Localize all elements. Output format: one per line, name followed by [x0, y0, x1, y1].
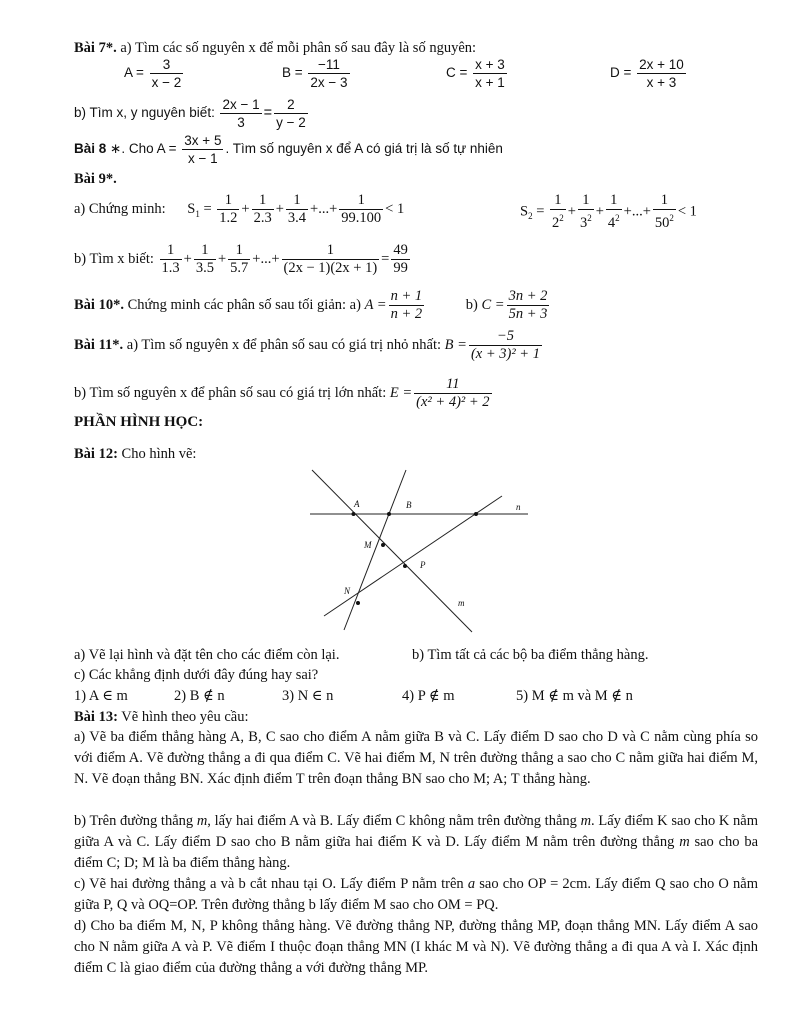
b9-term-num: 1 [194, 242, 216, 260]
exercise-9-part-a [74, 192, 404, 227]
statement-4: 4) P ∉ m [402, 688, 455, 704]
s2-term-den: 3 [579, 214, 588, 231]
exercise-11-E-name: E = [389, 384, 413, 401]
exercise-10-A-name: A = [364, 296, 387, 313]
eq-frac1-den: 3 [237, 115, 245, 130]
label-m: m [458, 598, 465, 608]
exercise-9-b-label: b) Tìm x biết: [74, 250, 154, 267]
exercise-11-B-name: B = [444, 336, 467, 353]
exercise-13-label: Bài 13: [74, 709, 118, 725]
exercise-8-label: Bài 8 [74, 141, 107, 157]
label-A: A [354, 499, 360, 509]
fraction-C [446, 56, 509, 91]
exercise-8 [74, 132, 503, 167]
statement-1: 1) A ∈ m [74, 688, 128, 704]
exercise-10-b-label: b) [465, 296, 478, 313]
s2-rhs: < 1 [677, 203, 697, 220]
exercise-11-E-num: 11 [414, 376, 491, 394]
exercise-13-b-text: sao cho ba điểm C; D; M là ba điểm thẳng hàng. [74, 833, 759, 871]
exercise-7-part-b-label: b) Tìm x, y nguyên biết: [74, 104, 215, 120]
exercise-8-intro: ∗. Cho A = [110, 141, 177, 157]
exercise-13-b-text: , lấy hai điểm A và B. Lấy điểm C không nằm trên đường thẳng [207, 813, 581, 829]
s1-term-num: 1 [339, 192, 383, 210]
fraction-A-name: A = [124, 65, 144, 81]
exercise-12-label: Bài 12: [74, 446, 118, 462]
fraction-C-name: C = [446, 65, 468, 81]
point-B [387, 512, 391, 516]
s2-sub: 2 [528, 211, 533, 222]
exercise-11-b-text: b) Tìm số nguyên x để phân số sau có giá trị lớn nhất: [74, 384, 387, 401]
geometry-figure [300, 466, 540, 636]
eq-frac2-den: y − 2 [276, 115, 306, 130]
exercise-13-b-text: b) Trên đường thẳng [74, 813, 197, 829]
exercise-10-C-den: 5n + 3 [508, 306, 548, 322]
exercise-10-A-num: n + 1 [390, 288, 423, 304]
s2-term-exp: 2 [559, 213, 564, 223]
exercise-13-heading [74, 708, 249, 726]
point-A [352, 512, 356, 516]
s2-term-den: 4 [607, 214, 616, 231]
b9-term-den: 1.3 [161, 260, 180, 276]
exercise-9-a-label: a) Chứng minh: [74, 200, 166, 217]
point-M [381, 543, 385, 547]
exercise-10-A-den: n + 2 [390, 306, 423, 322]
s1-term-den: 3.4 [287, 210, 307, 226]
fraction-C-den: x + 1 [475, 75, 505, 90]
s2-expression: $S_2$ = $\frac{1}{2^2}$ + $\frac{1}{3^2}$ + $\frac{1}{4^2}$ +...+ $\frac{1}{50^2}$ < 1 [520, 192, 697, 231]
exercise-9-part-b: b) Tìm x biết: $\frac{1}{1.3}$ + $\frac{1}{3.5}$ + $\frac{1}{5.7}$ +...+ $\frac{1}{(2x - 1)(2x + 1)}$ = $\frac{49}{99}$ [74, 242, 408, 276]
label-n: n [516, 502, 521, 512]
fraction-B [282, 56, 352, 91]
b9-term-den: 5.7 [230, 260, 249, 276]
exercise-7-part-a: a) Tìm các số nguyên x để mỗi phân số sau đây là số nguyên: [120, 40, 477, 56]
exercise-10-C-name: C = [481, 296, 505, 313]
b9-rhs-den: 99 [393, 260, 408, 276]
exercise-13-b-text: . Lấy điểm K sao cho K nằm giữa A và C. Lấy điểm D sao cho B nằm giữa hai điểm K và D. Lấy điểm M nằm trên đường thẳng [74, 813, 758, 850]
exercise-11-part-b [74, 376, 494, 411]
eq-frac1-num: 2x − 1 [222, 97, 260, 112]
exercise-11-part-a [74, 328, 544, 363]
fraction-C-num: x + 3 [475, 57, 505, 72]
label-N: N [344, 586, 351, 596]
b9-term-den: 3.5 [195, 260, 214, 276]
exercise-13-d: d) Cho ba điểm M, N, P không thẳng hàng. Vẽ đường thẳng NP, đường thẳng MP, đoạn thẳng MN. Lấy điểm A sao cho N nằm giữa A và P. Vẽ điểm I thuộc đoạn thẳng MN (I khác M và N). Vẽ đường thẳng a đi qua A và I. Xác định điểm C là giao điểm của đường thẳng a với đường thẳng MP. [74, 918, 758, 976]
s1-rhs: < 1 [385, 200, 405, 217]
exercise-13-c [74, 874, 758, 916]
b9-rhs-num: 49 [393, 242, 408, 258]
s1-symbol: S [187, 200, 196, 217]
statement-3: 3) N ∈ n [282, 688, 334, 704]
fraction-D [610, 56, 688, 91]
exercise-9-label: Bài 9*. [74, 171, 117, 187]
s2-term-den: 50 [654, 214, 670, 231]
line-through-B-M-N [344, 470, 406, 630]
exercise-8-rest: . Tìm số nguyên x để A có giá trị là số tự nhiên [225, 141, 503, 157]
exercise-7-label: Bài 7*. [74, 40, 117, 56]
fraction-A-den: x − 2 [151, 75, 182, 90]
s1-term-num: 1 [252, 192, 274, 210]
exercise-11-label: Bài 11*. [74, 336, 124, 353]
s1-term-num: 1 [286, 192, 308, 210]
exercise-12-c: c) Các khẳng định dưới đây đúng hay sai? [74, 667, 319, 683]
exercise-12-heading [74, 445, 196, 463]
s2-term-num: 1 [606, 192, 622, 210]
exercise-10-C-num: 3n + 2 [508, 288, 548, 304]
statement-2: 2) B ∉ n [174, 688, 225, 704]
exercise-8-den: x − 1 [188, 151, 218, 166]
fraction-D-den: x + 3 [646, 75, 677, 90]
fraction-A [124, 56, 185, 91]
s1-term-den: 99.100 [341, 210, 382, 226]
s1-sub: 1 [195, 208, 200, 219]
exercise-11-B-den: (x + 3)² + 1 [470, 346, 540, 362]
line-a-symbol: a [467, 876, 476, 892]
point-n-m [474, 512, 478, 516]
s2-term-exp: 2 [587, 213, 592, 223]
fraction-B-name: B = [282, 65, 303, 81]
line-m-symbol: m [679, 833, 690, 850]
point-P [403, 564, 407, 568]
exercise-7-heading [74, 39, 476, 57]
exercise-10-label: Bài 10*. [74, 296, 124, 313]
exercise-13-b [74, 811, 758, 873]
statement-5: 5) M ∉ m và M ∉ n [516, 688, 633, 704]
exercise-10-text: Chứng minh các phân số sau tối giản: a) [127, 296, 361, 313]
exercise-12-intro: Cho hình vẽ: [121, 446, 197, 462]
exercise-10 [74, 288, 551, 323]
exercise-7-part-b: b) Tìm x, y nguyên biết: $\frac{2x - 1}{3}$ = $\frac{2}{y - 2}$ [74, 97, 306, 130]
b9-term-den: (2x − 1)(2x + 1) [283, 260, 378, 276]
exercise-11-E-den: (x² + 4)² + 2 [416, 394, 490, 410]
exercise-11-a-text: a) Tìm số nguyên x để phân số sau có giá trị nhỏ nhất: [126, 336, 442, 353]
fraction-A-num: 3 [150, 56, 184, 74]
fraction-D-name: D = [610, 65, 632, 81]
fraction-D-num: 2x + 10 [639, 57, 684, 72]
b9-term-num: 1 [160, 242, 182, 260]
exercise-13-c-text: sao cho OP = 2cm. Lấy điểm Q sao cho O nằm giữa P, Q và OQ=OP. Trên đường thẳng b lấy điểm M sao cho OM = PQ. [74, 876, 758, 913]
s1-term-den: 1.2 [219, 210, 238, 226]
s2-term-num: 1 [653, 192, 676, 210]
label-B: B [406, 500, 412, 510]
exercise-12-a: a) Vẽ lại hình và đặt tên cho các điểm còn lại. [74, 647, 340, 663]
s2-term-num: 1 [550, 192, 566, 210]
exercise-8-num: 3x + 5 [184, 133, 222, 148]
b9-term-num: 1 [282, 242, 380, 260]
fraction-B-den: 2x − 3 [310, 75, 348, 90]
eq-frac2-num: 2 [274, 96, 308, 114]
s1-term-den: 2.3 [253, 210, 272, 226]
s2-term-num: 1 [578, 192, 594, 210]
exercise-11-B-num: −5 [469, 328, 542, 346]
s2-symbol: S [520, 203, 529, 220]
s1-expression: $S_1$ = $\frac{1}{1.2}$ + $\frac{1}{2.3}$ + $\frac{1}{3.4}$ +...+ $\frac{1}{99.100}$ < 1 [187, 192, 405, 226]
point-N [356, 601, 360, 605]
b9-term-num: 1 [228, 242, 250, 260]
geometry-heading: PHẦN HÌNH HỌC: [74, 414, 204, 430]
exercise-13-c-text: c) Vẽ hai đường thẳng a và b cắt nhau tại O. Lấy điểm P nằm trên [74, 876, 468, 892]
label-M: M [364, 540, 372, 550]
label-P: P [420, 560, 426, 570]
line-m-symbol: m [580, 813, 592, 829]
s2-term-den: 2 [552, 214, 560, 231]
fraction-B-num: −11 [308, 56, 349, 74]
s2-term-exp: 2 [669, 213, 674, 223]
s2-term-exp: 2 [615, 213, 620, 223]
exercise-12-b: b) Tìm tất cả các bộ ba điểm thẳng hàng. [412, 647, 649, 663]
s1-term-num: 1 [217, 192, 239, 210]
line-m-symbol: m [196, 813, 208, 829]
exercise-13-a: a) Vẽ ba điểm thẳng hàng A, B, C sao cho điểm A nằm giữa B và C. Lấy điểm D sao cho D và C nằm cùng phía so với điểm A. Vẽ đường thẳng a đi qua điểm C. Vẽ hai điểm M, N trên đường thẳng a sao cho C nằm giữa hai điểm M, N. Vẽ đoạn thẳng BN. Xác định điểm T trên đoạn thẳng BN sao cho M; A; T thẳng hàng. [74, 729, 758, 787]
exercise-13-intro: Vẽ hình theo yêu cầu: [121, 709, 249, 725]
